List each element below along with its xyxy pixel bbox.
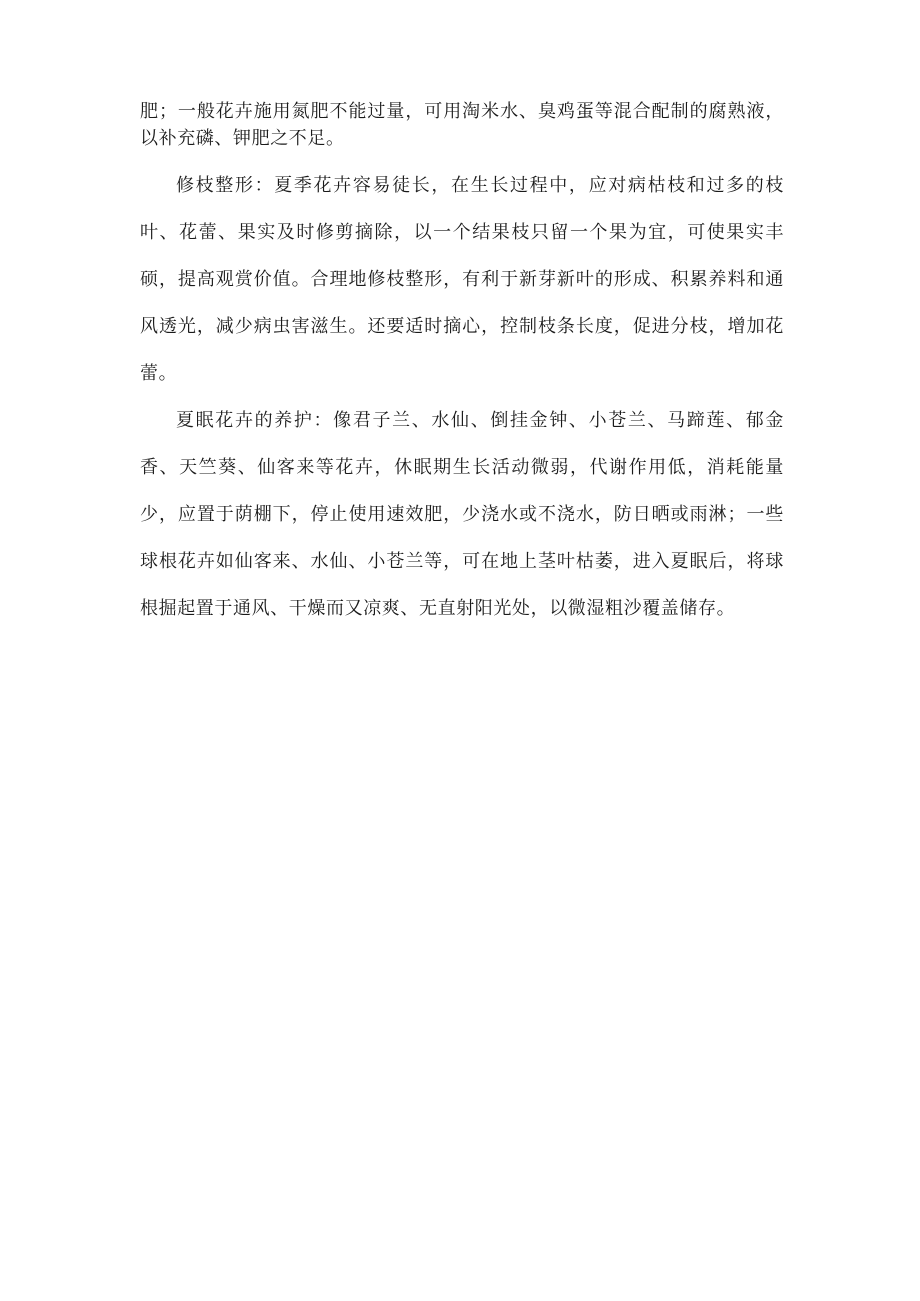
paragraph-fertilizer-continued: 肥；一般花卉施用氮肥不能过量，可用淘米水、臭鸡蛋等混合配制的腐熟液，以补充磷、钾肥之不足。 xyxy=(140,101,784,149)
paragraph-pruning: 修枝整形：夏季花卉容易徒长，在生长过程中，应对病枯枝和过多的枝叶、花蕾、果实及时修剪摘除，以一个结果枝只留一个果为宜，可使果实丰硕，提高观赏价值。合理地修枝整形，有利于新芽新叶的形成、积累养料和通风透光，减少病虫害滋生。还要适时摘心，控制枝条长度，促进分枝，增加花蕾。 xyxy=(140,175,784,384)
document-body xyxy=(140,98,784,632)
paragraph-summer-dormancy: 夏眠花卉的养护：像君子兰、水仙、倒挂金钟、小苍兰、马蹄莲、郁金香、天竺葵、仙客来等花卉，休眠期生长活动微弱，代谢作用低，消耗能量少，应置于荫棚下，停止使用速效肥，少浇水或不浇水，防日晒或雨淋；一些球根花卉如仙客来、水仙、小苍兰等，可在地上茎叶枯萎，进入夏眠后，将球根掘起置于通风、干燥而又凉爽、无直射阳光处，以微湿粗沙覆盖储存。 xyxy=(140,410,784,619)
